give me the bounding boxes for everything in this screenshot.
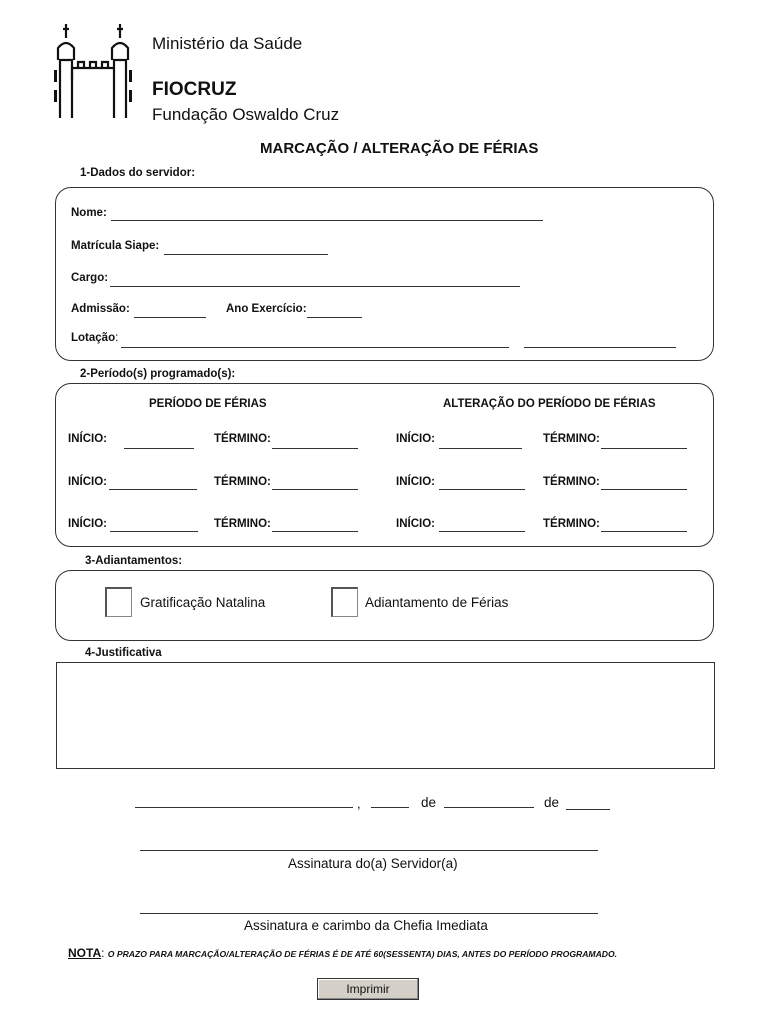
date-comma: ,	[357, 796, 361, 811]
city-field[interactable]	[135, 807, 353, 808]
gratificacao-natalina-label: Gratificação Natalina	[140, 595, 266, 610]
matricula-label: Matrícula Siape:	[71, 240, 160, 252]
termino-label: TÉRMINO:	[214, 433, 271, 445]
termino-field[interactable]	[272, 448, 358, 449]
org-short-name: FIOCRUZ	[152, 79, 237, 100]
ano-exercicio-field[interactable]	[307, 317, 362, 318]
page-title: MARCAÇÃO / ALTERAÇÃO DE FÉRIAS	[260, 140, 539, 157]
section3-heading: 3-Adiantamentos:	[85, 555, 183, 567]
ministry-name: Ministério da Saúde	[152, 34, 303, 53]
ano-exercicio-label: Ano Exercício:	[226, 303, 307, 315]
col-alteracao-periodo: ALTERAÇÃO DO PERÍODO DE FÉRIAS	[443, 398, 656, 410]
org-full-name: Fundação Oswaldo Cruz	[152, 105, 340, 124]
fiocruz-castle-logo	[52, 20, 147, 120]
chefia-signature-label: Assinatura e carimbo da Chefia Imediata	[244, 918, 488, 933]
cargo-field[interactable]	[110, 286, 520, 287]
servidor-signature-label: Assinatura do(a) Servidor(a)	[288, 856, 458, 871]
alt-inicio-field[interactable]	[439, 531, 525, 532]
section2-heading: 2-Período(s) programado(s):	[80, 368, 236, 380]
inicio-field[interactable]	[124, 448, 194, 449]
justificativa-textarea[interactable]	[56, 662, 715, 769]
year-field[interactable]	[566, 809, 610, 810]
adiantamento-ferias-label: Adiantamento de Férias	[365, 595, 509, 610]
lotacao-label: Lotação:	[71, 332, 119, 344]
section1-heading: 1-Dados do servidor:	[80, 167, 196, 179]
col-periodo-ferias: PERÍODO DE FÉRIAS	[149, 398, 267, 410]
termino-field[interactable]	[272, 531, 358, 532]
alt-termino-field[interactable]	[601, 531, 687, 532]
servidor-signature-line	[140, 850, 598, 851]
lotacao-field[interactable]	[121, 347, 509, 348]
alt-termino-field[interactable]	[601, 448, 687, 449]
chefia-signature-line	[140, 913, 598, 914]
alt-termino-label: TÉRMINO:	[543, 433, 600, 445]
inicio-label: INÍCIO:	[68, 476, 107, 488]
footnote: NOTA: O PRAZO PARA MARCAÇÃO/ALTERAÇÃO DE FÉRIAS É DE ATÉ 60(SESSENTA) DIAS, ANTES DO PERÍODO PROGRAMADO.	[68, 946, 618, 960]
nome-label: Nome:	[71, 207, 107, 219]
lotacao-label-text: Lotação	[71, 332, 116, 344]
admissao-label: Admissão:	[71, 303, 130, 315]
section4-heading: 4-Justificativa	[85, 647, 162, 659]
alt-inicio-field[interactable]	[439, 448, 522, 449]
termino-label: TÉRMINO:	[214, 518, 271, 530]
print-button[interactable]: Imprimir	[317, 978, 419, 1000]
alt-inicio-field[interactable]	[439, 489, 525, 490]
alt-termino-field[interactable]	[601, 489, 687, 490]
matricula-field[interactable]	[164, 254, 328, 255]
section1-box	[55, 187, 714, 361]
gratificacao-natalina-checkbox[interactable]	[105, 587, 132, 617]
lotacao-field-2[interactable]	[524, 347, 676, 348]
admissao-field[interactable]	[134, 317, 206, 318]
alt-inicio-label: INÍCIO:	[396, 476, 435, 488]
adiantamento-ferias-checkbox[interactable]	[331, 587, 358, 617]
date-de-1: de	[421, 795, 437, 810]
alt-inicio-label: INÍCIO:	[396, 433, 435, 445]
footnote-text: O PRAZO PARA MARCAÇÃO/ALTERAÇÃO DE FÉRIAS É DE ATÉ 60(SESSENTA) DIAS, ANTES DO PERÍODO PROGRAMADO.	[107, 949, 618, 959]
nome-field[interactable]	[111, 220, 543, 221]
inicio-field[interactable]	[110, 531, 198, 532]
inicio-field[interactable]	[109, 489, 197, 490]
footnote-label: NOTA	[68, 946, 102, 960]
alt-termino-label: TÉRMINO:	[543, 476, 600, 488]
day-field[interactable]	[371, 807, 409, 808]
inicio-label: INÍCIO:	[68, 518, 107, 530]
termino-field[interactable]	[272, 489, 358, 490]
date-de-2: de	[544, 795, 560, 810]
month-field[interactable]	[444, 807, 534, 808]
termino-label: TÉRMINO:	[214, 476, 271, 488]
alt-termino-label: TÉRMINO:	[543, 518, 600, 530]
inicio-label: INÍCIO:	[68, 433, 107, 445]
cargo-label: Cargo:	[71, 272, 109, 284]
alt-inicio-label: INÍCIO:	[396, 518, 435, 530]
